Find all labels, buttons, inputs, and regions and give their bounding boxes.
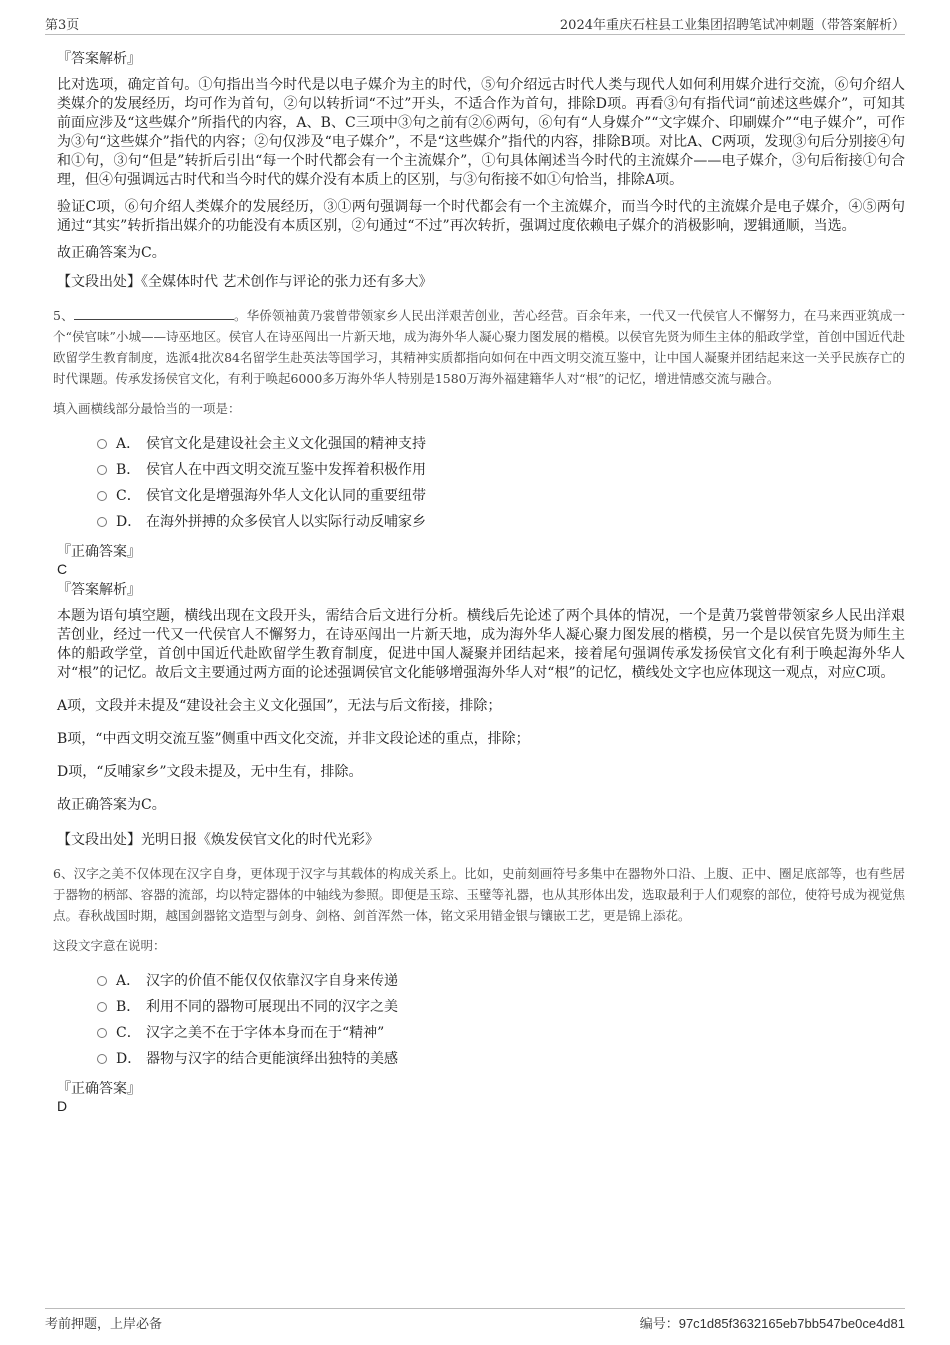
q6-answer: D xyxy=(57,1098,68,1114)
q6-answer-label: 『正确答案』 xyxy=(57,1081,141,1097)
q5-analysis-d: D项，“反哺家乡”文段未提及，无中生有，排除。 xyxy=(57,764,363,780)
document-title: 2024年重庆石柱县工业集团招聘笔试冲刺题（带答案解析） xyxy=(559,18,905,33)
radio-icon[interactable] xyxy=(97,517,107,527)
q6-passage: 6、汉字之美不仅体现在汉字自身，更体现于汉字与其载体的构成关系上。比如，史前刻画符号多集中在器物外口沿、上腹、正中、圈足底部等，也有些居于器物的柄部、容器的流部，均以特定器体的中轴线为参照。即便是玉琮、玉璧等礼器，也从其形体出发，选取最利于人们观察的部位，使符号成为视觉焦点。春秋战国时期，越国剑器铭文造型与剑身、剑格、剑首浑然一体，铭文采用错金银与镶嵌工艺，更是锦上添花。 xyxy=(53,866,905,923)
q6-option-c[interactable]: C． 汉字之美不在于字体本身而在于“精神” xyxy=(97,1020,905,1046)
q6-option-b[interactable]: B． 利用不同的器物可展现出不同的汉字之美 xyxy=(97,994,905,1020)
q6-option-d[interactable]: D． 器物与汉字的结合更能演绎出独特的美感 xyxy=(97,1046,905,1072)
radio-icon[interactable] xyxy=(97,1054,107,1064)
q6-option-a[interactable]: A． 汉字的价值不能仅仅依靠汉字自身来传递 xyxy=(97,968,905,994)
document-code: 编号：97c1d85f3632165eb7bb547be0ce4d81 xyxy=(639,1316,905,1332)
radio-icon[interactable] xyxy=(97,1002,107,1012)
q5-answer-label: 『正确答案』 xyxy=(57,544,141,560)
q5-answer: C xyxy=(57,561,68,577)
radio-icon[interactable] xyxy=(97,439,107,449)
q5-number: 5、 xyxy=(53,308,74,323)
q5-option-a[interactable]: A． 侯官文化是建设社会主义文化强国的精神支持 xyxy=(97,431,905,457)
page-header xyxy=(45,14,905,35)
q6-prompt: 这段文字意在说明： xyxy=(53,938,166,953)
page-footer xyxy=(45,1308,905,1333)
radio-icon[interactable] xyxy=(97,465,107,475)
q5-option-d[interactable]: D． 在海外拼搏的众多侯官人以实际行动反哺家乡 xyxy=(97,509,905,535)
q6-options xyxy=(97,968,905,1072)
q5-analysis-paragraph: 本题为语句填空题，横线出现在文段开头，需结合后文进行分析。横线后先论述了两个具体的情况，一个是黄乃裳曾带领家乡人民出洋艰苦创业，经过一代又一代侯官人不懈努力，在诗巫闯出一片新天地，成为海外华人凝心聚力图发展的楷模，另一个是以侯官先贤为师生主体的船政学堂，首创中国近代赴欧留学生教育制度，促进中国人凝聚并团结起来，接着尾句强调传承发扬侯官文化有利于唤起海外华人对“根”的记忆。故后文主要通过两方面的论述强调侯官文化能够增强海外华人对“根”的记忆，横线处文字也应体现这一观点，对应C项。 xyxy=(57,608,905,681)
q5-passage-text: 。华侨领袖黄乃裳曾带领家乡人民出洋艰苦创业，苦心经营。百余年来，一代又一代侯官人不懈努力，在马来西亚筑成一个“侯官味”小城——诗巫地区。侯官人在诗巫闯出一片新天地，成为海外华人凝心聚力图发展的楷模。以侯官先贤为师生主体的船政学堂，首创中国近代赴欧留学生教育制度，选派4批次84名留学生赴英法等国学习，其精神实质都指向如何在中西文明交流互鉴中，让中国人凝聚并团结起来这一关乎民族存亡的时代课题。传承发扬侯官文化，有利于唤起6000多万海外华人特别是1580万海外福建籍华人对“根”的记忆，增进情感交流与融合。 xyxy=(53,308,906,386)
q4-source: 【文段出处】《全媒体时代 艺术创作与评论的张力还有多大》 xyxy=(57,274,433,290)
q5-analysis-b: B项，“中西文明交流互鉴”侧重中西文化交流，并非文段论述的重点，排除； xyxy=(57,731,530,747)
q5-option-c[interactable]: C． 侯官文化是增强海外华人文化认同的重要纽带 xyxy=(97,483,905,509)
q5-passage xyxy=(53,305,905,389)
q5-analysis-a: A项，文段并未提及“建设社会主义文化强国”，无法与后文衔接，排除； xyxy=(57,698,502,714)
q5-conclusion: 故正确答案为C。 xyxy=(57,797,166,813)
q4-analysis-label: 『答案解析』 xyxy=(57,51,141,67)
q4-analysis-paragraph-1: 比对选项，确定首句。①句指出当今时代是以电子媒介为主的时代，⑤句介绍远古时代人类与现代人如何利用媒介进行交流，⑥句介绍人类媒介的发展经历，均可作为首句，②句以转折词“不过”开头，不适合作为首句，排除D项。再看③句有指代词“前述这些媒介”，可知其前面应涉及“这些媒介”所指代的内容，A、B、C三项中③句之前有②⑥两句，⑥句有“人身媒介”“文字媒介、印刷媒介”“电子媒介”，可作为③句“这些媒介”指代的内容；②句仅涉及“电子媒介”，不是“这些媒介”指代的内容，排除B项。对比A、C两项，发现③句后分别接④句和①句，③句“但是”转折后引出“每一个时代都会有一个主流媒介”，①句具体阐述当今时代的主流媒介——电子媒介，③句后衔接①句合理，但④句强调远古时代和当今时代的媒介没有本质上的区别，与③句衔接不如①句恰当，排除A项。 xyxy=(57,77,905,188)
page-content xyxy=(53,48,906,1114)
q5-option-b[interactable]: B． 侯官人在中西文明交流互鉴中发挥着积极作用 xyxy=(97,457,905,483)
q5-prompt: 填入画横线部分最恰当的一项是： xyxy=(53,401,241,416)
radio-icon[interactable] xyxy=(97,976,107,986)
q5-options xyxy=(97,431,905,535)
q4-conclusion: 故正确答案为C。 xyxy=(57,245,166,261)
q4-analysis-paragraph-2: 验证C项，⑥句介绍人类媒介的发展经历，③①两句强调每一个时代都会有一个主流媒介，而当今时代的主流媒介是电子媒介，④⑤两句通过“其实”转折指出媒介的功能没有本质区别，②句通过“不过”再次转折，强调过度依赖电子媒介的消极影响，逻辑通顺，当选。 xyxy=(57,199,905,234)
q5-fill-blank xyxy=(74,307,234,320)
radio-icon[interactable] xyxy=(97,1028,107,1038)
radio-icon[interactable] xyxy=(97,491,107,501)
page-number: 第3页 xyxy=(45,18,80,33)
footer-slogan: 考前押题，上岸必备 xyxy=(45,1317,163,1332)
q5-analysis-label: 『答案解析』 xyxy=(57,582,141,598)
q5-source: 【文段出处】光明日报《焕发侯官文化的时代光彩》 xyxy=(57,832,379,848)
